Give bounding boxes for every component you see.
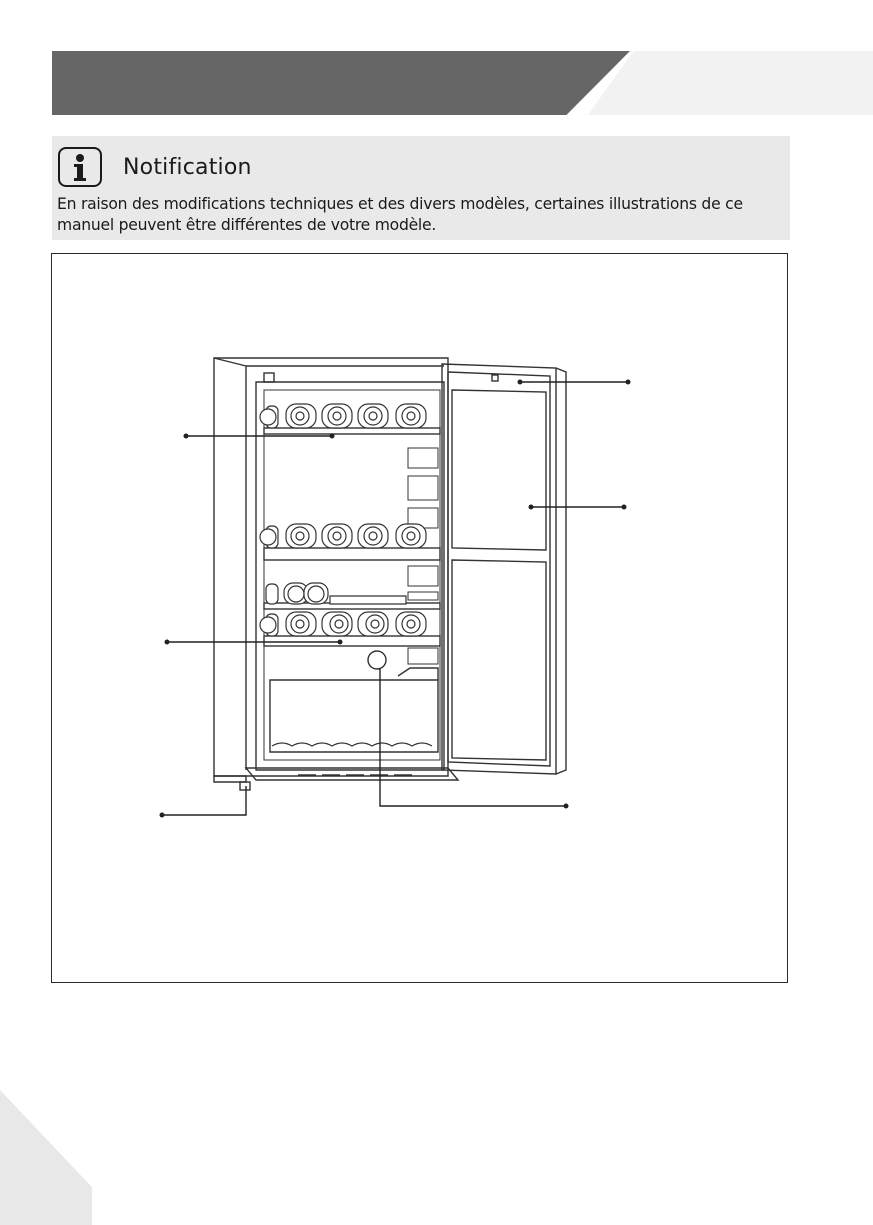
cabinet-interior [256,382,444,770]
bottle-row-3 [266,583,406,604]
bottle-row-1 [260,404,426,428]
bottom-drawer [270,680,438,752]
bottle-row-2 [260,524,426,548]
adjustable-foot [240,782,250,790]
bottle-row-4 [260,612,426,636]
leader-fan [380,668,566,806]
fan [368,651,386,669]
bottle-rows [260,404,432,746]
notification-title: Notification [123,155,252,180]
bottle-row-drawer [272,743,432,746]
glass-door [442,364,566,774]
leader-foot [162,786,246,815]
notification-text: En raison des modifications techniques et des divers modèles, certaines illustrations de ce manuel peuvent être différentes de votre modèle. [57,195,743,234]
